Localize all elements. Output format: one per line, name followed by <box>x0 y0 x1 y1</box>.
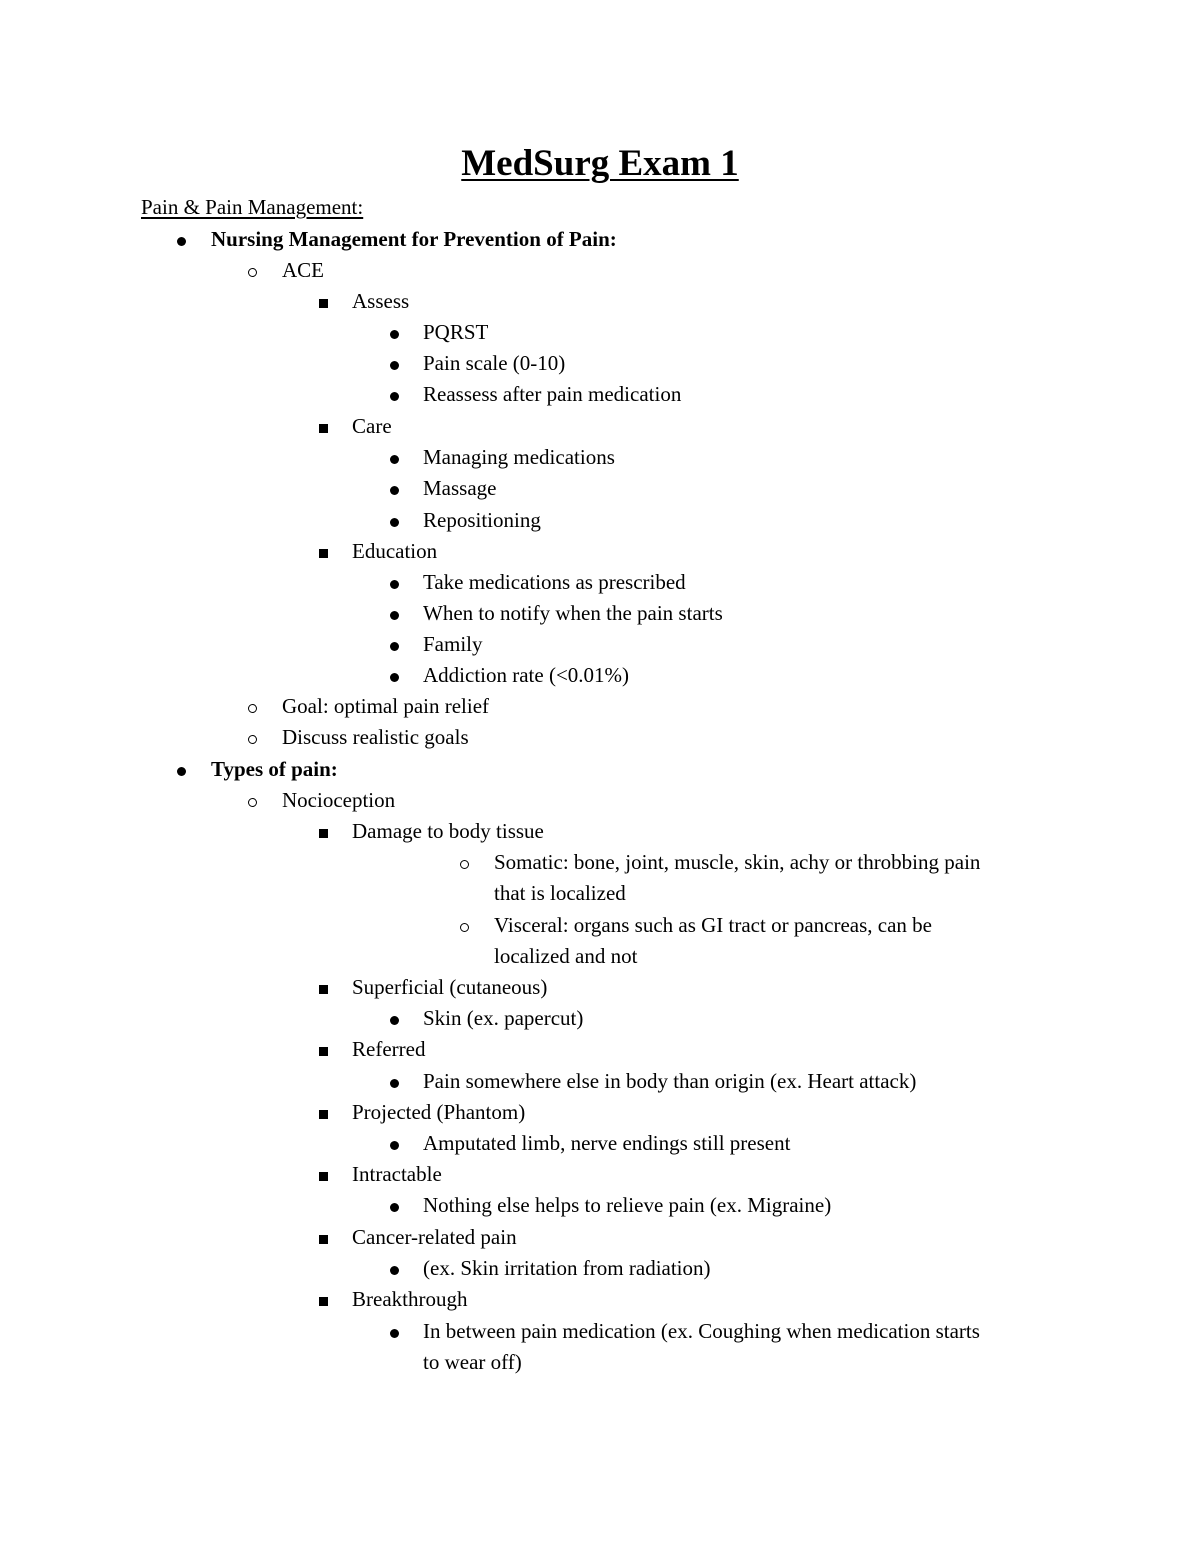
damage-item: Damage to body tissue <box>352 819 544 843</box>
cancer-detail: (ex. Skin irritation from radiation) <box>423 1256 711 1280</box>
care-item-1: Managing medications <box>423 445 615 469</box>
bullet-square-icon <box>319 829 328 838</box>
referred-item: Referred <box>352 1037 426 1061</box>
nursing-heading: Nursing Management for Prevention of Pain: <box>211 227 617 251</box>
education-item-4: Addiction rate (<0.01%) <box>423 663 630 687</box>
intractable-detail: Nothing else helps to relieve pain (ex. Migraine) <box>423 1193 832 1217</box>
bullet-dot-icon <box>390 330 399 339</box>
bullet-dot-icon <box>390 611 399 620</box>
bullet-dot-icon <box>390 486 399 495</box>
bullet-square-icon <box>319 424 328 433</box>
projected-item: Projected (Phantom) <box>352 1100 526 1124</box>
superficial-item: Superficial (cutaneous) <box>352 975 548 999</box>
bullet-dot-icon <box>390 1266 399 1275</box>
projected-detail: Amputated limb, nerve endings still present <box>423 1131 791 1155</box>
ace-item: ACE <box>282 258 324 282</box>
visceral-line-2: localized and not <box>494 944 638 968</box>
somatic-line-1: Somatic: bone, joint, muscle, skin, achy or throbbing pain <box>494 850 981 874</box>
bullet-square-icon <box>319 1297 328 1306</box>
cancer-item: Cancer-related pain <box>352 1225 517 1249</box>
bullet-square-icon <box>319 549 328 558</box>
bullet-dot-icon <box>390 642 399 651</box>
bullet-square-icon <box>319 1047 328 1056</box>
types-heading: Types of pain: <box>211 757 338 781</box>
education-item-3: Family <box>423 632 483 656</box>
bullet-dot-icon <box>390 673 399 682</box>
referred-detail: Pain somewhere else in body than origin (ex. Heart attack) <box>423 1069 917 1093</box>
section-label: Pain & Pain Management: <box>141 195 364 219</box>
care-item-3: Repositioning <box>423 508 541 532</box>
bullet-dot-icon <box>390 1016 399 1025</box>
nocioception-item: Nocioception <box>282 788 396 812</box>
superficial-detail: Skin (ex. papercut) <box>423 1006 584 1030</box>
bullet-dot-icon <box>390 1203 399 1212</box>
assess-item-1: PQRST <box>423 320 489 344</box>
bullet-dot-icon <box>390 455 399 464</box>
bullet-square-icon <box>319 299 328 308</box>
somatic-line-2: that is localized <box>494 881 626 905</box>
bullet-circle-icon <box>460 923 469 932</box>
goal-item: Goal: optimal pain relief <box>282 694 490 718</box>
breakthrough-line-1: In between pain medication (ex. Coughing when medication starts <box>423 1319 980 1343</box>
bullet-square-icon <box>319 985 328 994</box>
assess-item: Assess <box>352 289 410 313</box>
assess-item-2: Pain scale (0-10) <box>423 351 566 375</box>
bullet-circle-icon <box>248 268 257 277</box>
bullet-circle-icon <box>248 735 257 744</box>
education-item-2: When to notify when the pain starts <box>423 601 723 625</box>
care-item-2: Massage <box>423 476 497 500</box>
education-item: Education <box>352 539 438 563</box>
page-title: MedSurg Exam 1 <box>461 143 739 184</box>
intractable-item: Intractable <box>352 1162 442 1186</box>
bullet-circle-icon <box>460 860 469 869</box>
bullet-square-icon <box>319 1235 328 1244</box>
breakthrough-item: Breakthrough <box>352 1287 468 1311</box>
visceral-line-1: Visceral: organs such as GI tract or pancreas, can be <box>494 913 932 937</box>
bullet-dot-icon <box>177 767 186 776</box>
bullet-dot-icon <box>390 1329 399 1338</box>
discuss-item: Discuss realistic goals <box>282 725 469 749</box>
assess-item-3: Reassess after pain medication <box>423 382 682 406</box>
education-item-1: Take medications as prescribed <box>423 570 686 594</box>
bullet-square-icon <box>319 1110 328 1119</box>
bullet-dot-icon <box>390 392 399 401</box>
bullet-dot-icon <box>390 361 399 370</box>
bullet-circle-icon <box>248 704 257 713</box>
bullet-square-icon <box>319 1172 328 1181</box>
breakthrough-line-2: to wear off) <box>423 1350 522 1374</box>
bullet-dot-icon <box>177 237 186 246</box>
bullet-circle-icon <box>248 798 257 807</box>
bullet-dot-icon <box>390 580 399 589</box>
bullet-dot-icon <box>390 1079 399 1088</box>
bullet-dot-icon <box>390 1141 399 1150</box>
care-item: Care <box>352 414 392 438</box>
bullet-dot-icon <box>390 518 399 527</box>
